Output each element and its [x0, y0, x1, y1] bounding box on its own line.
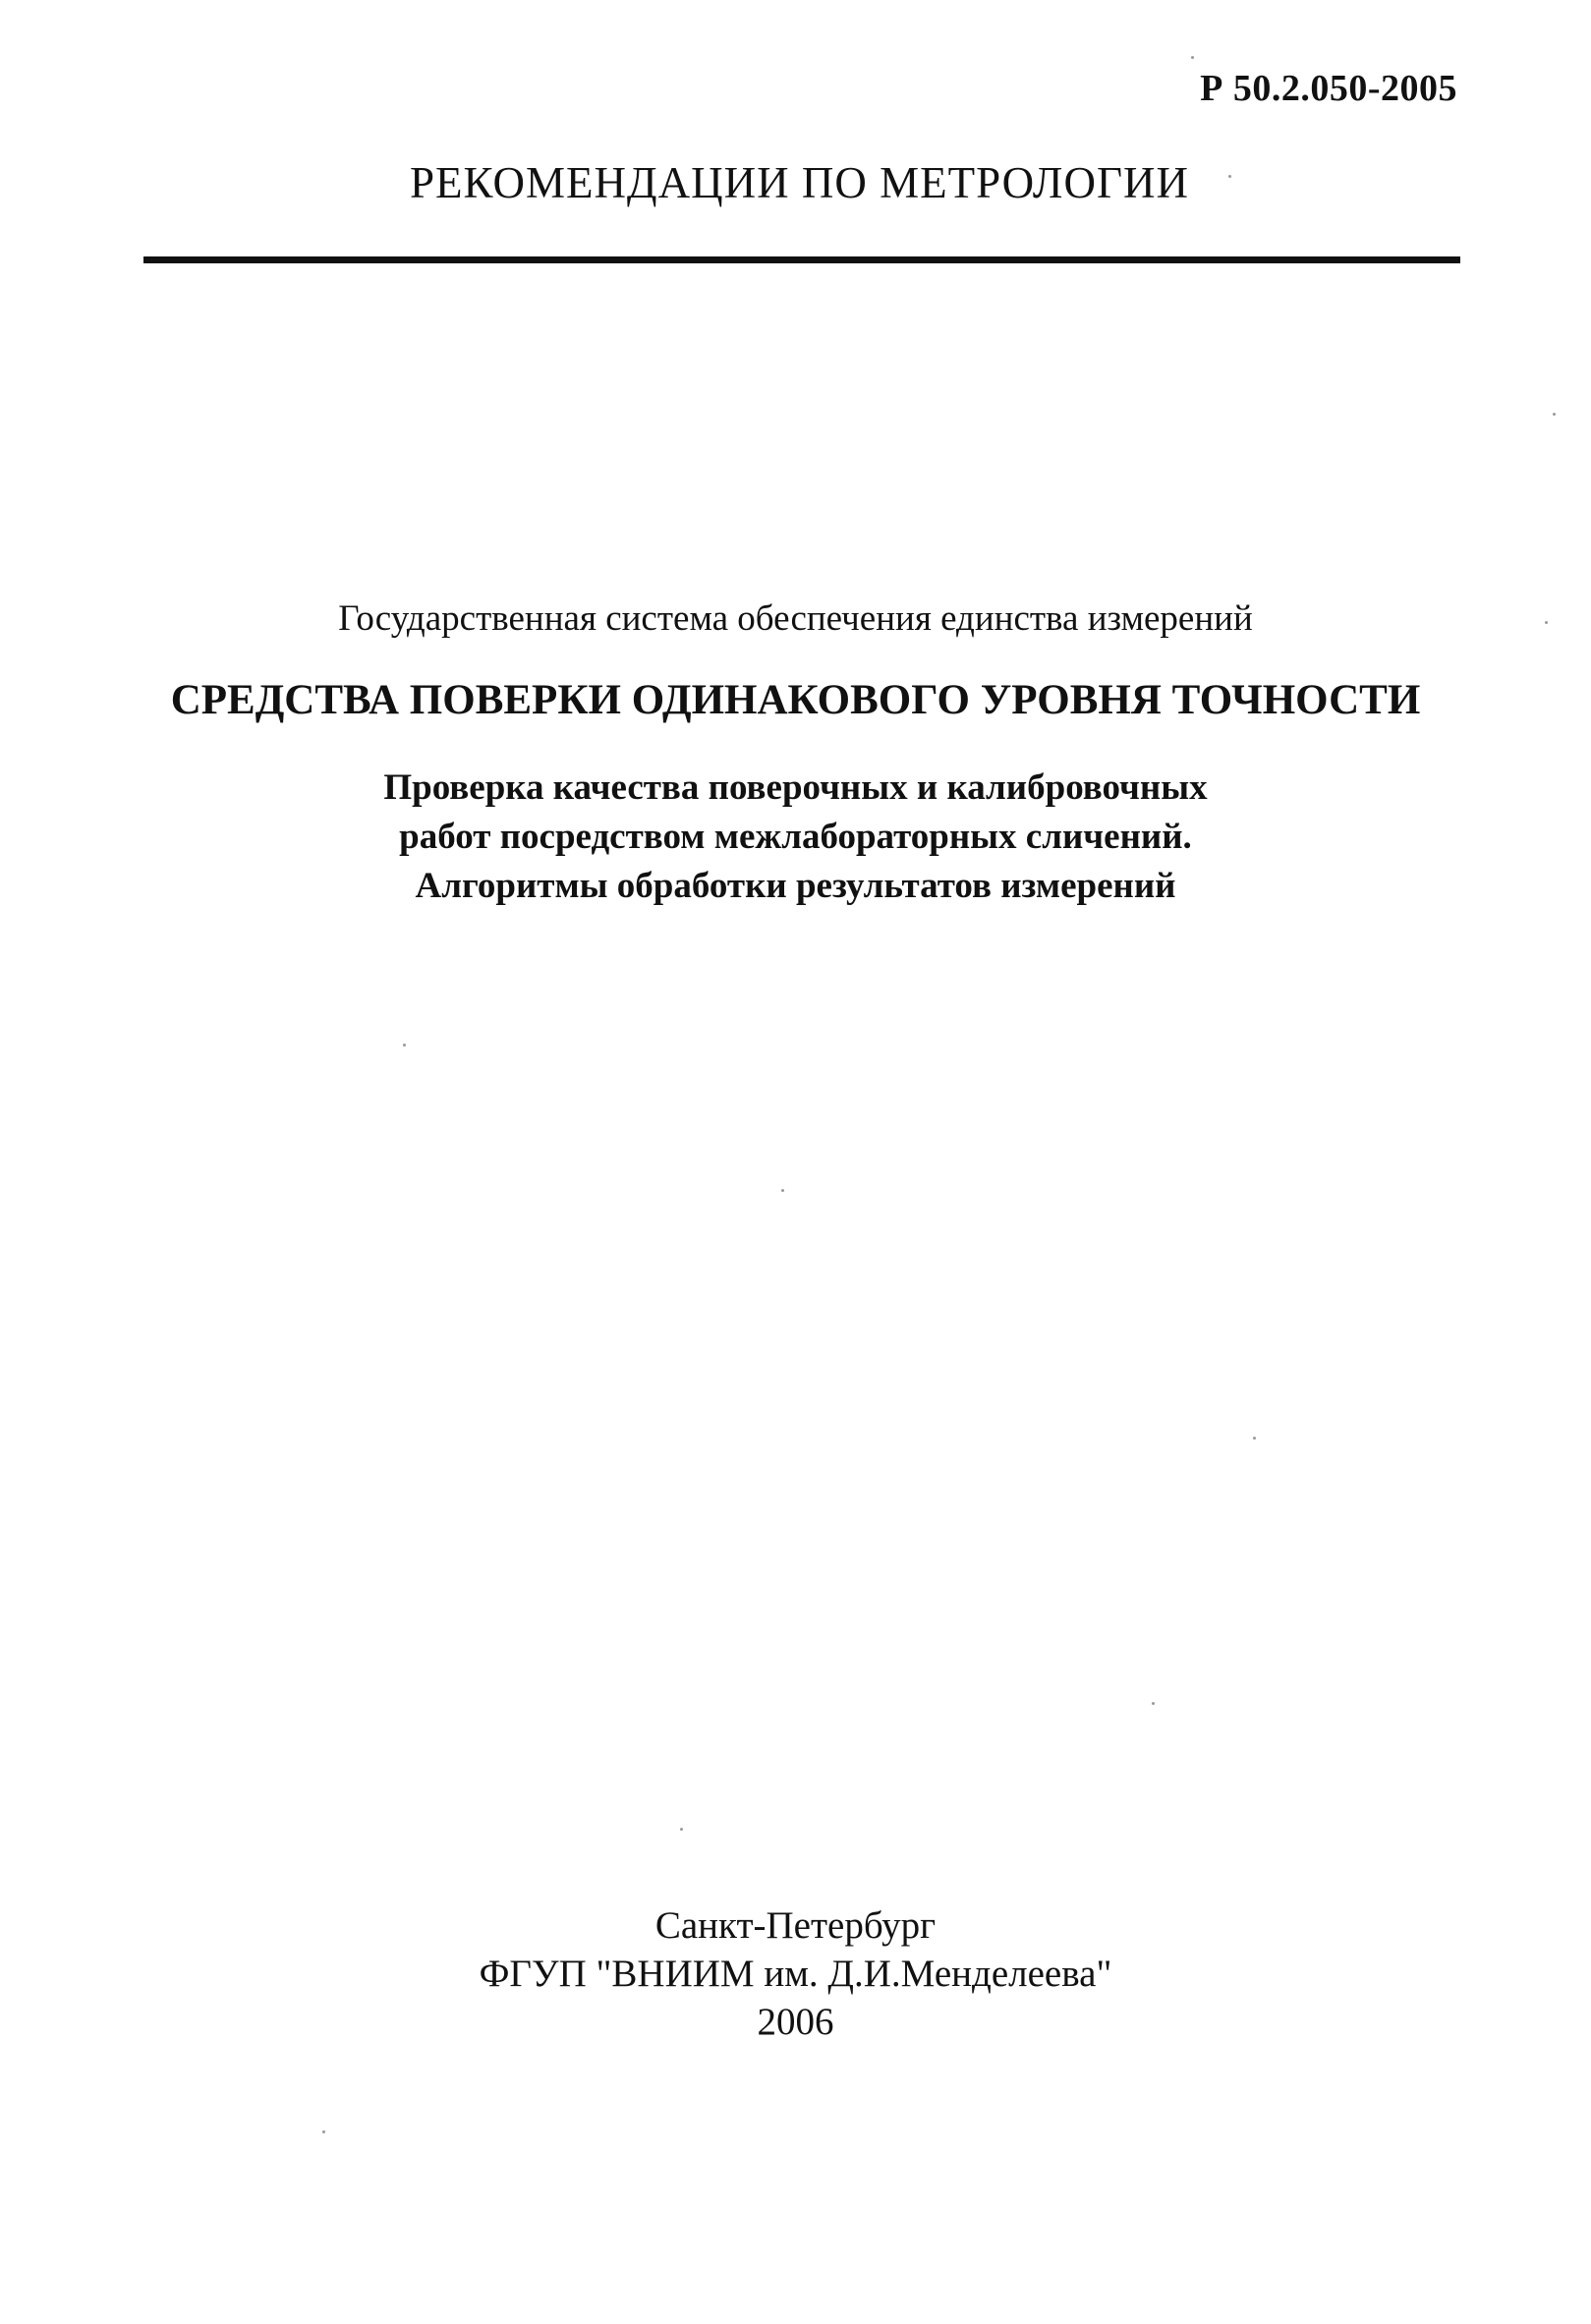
series-title: РЕКОМЕНДАЦИИ ПО МЕТРОЛОГИИ [410, 158, 1189, 207]
scan-speck [781, 1189, 784, 1192]
subtitle-line: Алгоритмы обработки результатов измерений [415, 866, 1176, 906]
scan-speck [1152, 1702, 1155, 1705]
scan-speck [403, 1044, 406, 1047]
scan-speck [1228, 175, 1231, 178]
imprint-year: 2006 [757, 2001, 834, 2043]
document-code: Р 50.2.050-2005 [1200, 68, 1457, 109]
main-title: СРЕДСТВА ПОВЕРКИ ОДИНАКОВОГО УРОВНЯ ТОЧНОСТИ [170, 677, 1421, 723]
scan-speck [1253, 1437, 1256, 1440]
imprint-city: Санкт-Петербург [654, 1904, 937, 1947]
scan-speck [1553, 413, 1556, 416]
scan-speck [1191, 56, 1194, 59]
subtitle-line: Проверка качества поверочных и калибровочных [383, 767, 1208, 808]
subtitle-line: работ посредством межлабораторных сличений. [399, 817, 1192, 857]
header-divider [143, 256, 1460, 263]
scan-speck [1545, 621, 1548, 624]
imprint-publisher: ФГУП "ВНИИМ им. Д.И.Менделеева" [479, 1953, 1112, 1995]
imprint [0, 1901, 1591, 2046]
system-title: Государственная система обеспечения единства измерений [338, 598, 1253, 639]
scan-speck [322, 2130, 325, 2133]
subtitle [0, 764, 1591, 911]
scan-speck [680, 1828, 683, 1831]
